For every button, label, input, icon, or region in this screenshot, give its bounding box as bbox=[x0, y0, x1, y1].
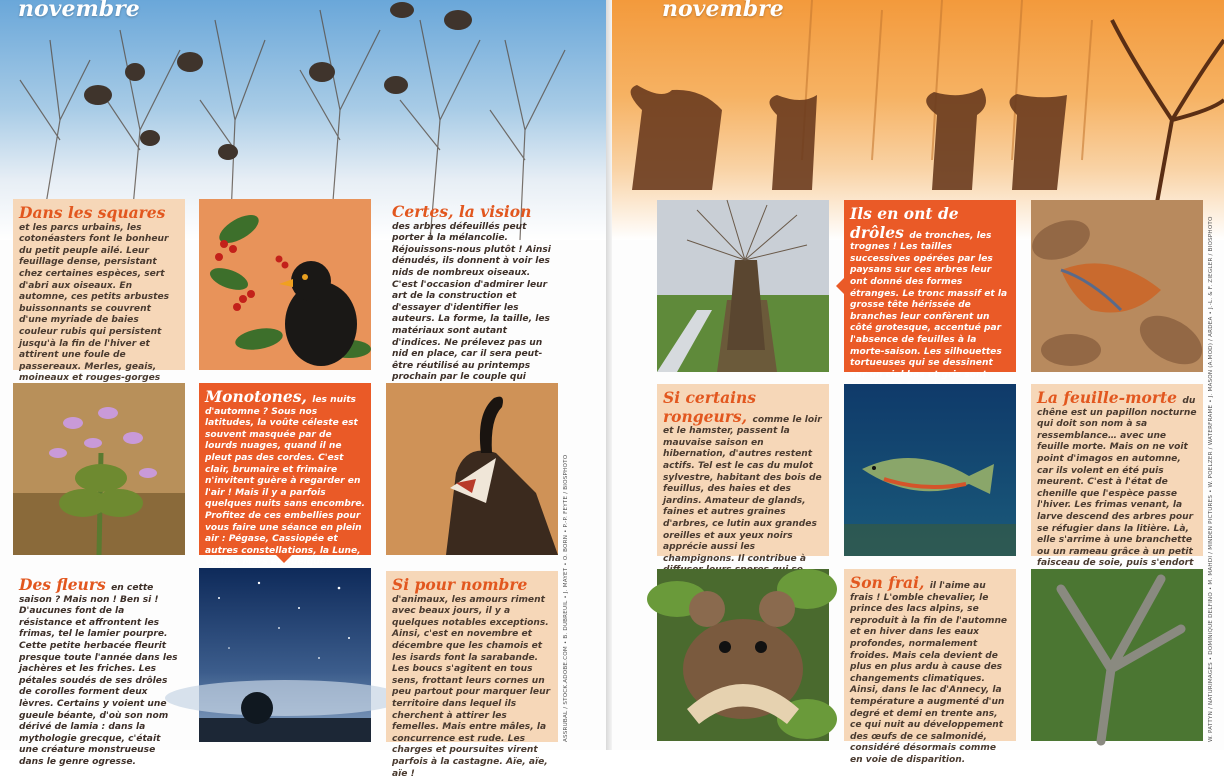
si-certains-heading: Si certains rongeurs, bbox=[663, 388, 757, 426]
des-fleurs-box bbox=[13, 573, 185, 767]
des-fleurs-heading: Des fleurs bbox=[19, 575, 112, 594]
month-title: novembre bbox=[18, 0, 140, 22]
pollard-willow-photo bbox=[657, 200, 829, 372]
monotones-text: les nuits d'automne ? Sous nos latitudes, la voûte céleste est souvent masquée par de lourds nuages, quand il ne pleut pas des cordes. C'est clair, brumaire et frimaire n'invitent guère à regarder en l'air ! Mais il y a parfois quelques nuits sans encombre. Profitez de ces embellies pour vous faire une séance en plein air : Pégase, Cassiopée et autres constellations, la Lune, Vénus, Mars et quelques bbox=[205, 395, 365, 568]
son-frai-heading: Son frai, bbox=[850, 573, 930, 592]
des-fleurs-text: en cette saison ? Mais non ! Ben si ! D'aucunes font de la résistance et affrontent les frimas, tel le lamier pourpre. Cette petite herbacée fleurit presque toute l'année dans les jachères et les friches. Les pétales soudés de ses drôles de corolles forment deux lèvres. Certains y voient une gueule béante, d'où son nom dérivé de lamia : dans la mythologie grecque, c'était une créature monstrueuse dans le genre ogresse. bbox=[19, 583, 178, 767]
certes-heading: Certes, la vision bbox=[392, 202, 532, 221]
chamois-photo bbox=[386, 383, 558, 555]
si-certains-text: comme le loir et le hamster, passent la mauvaise saison en hibernation, d'autres restent actifs. Tel est le cas du mulot sylvestre, habitant des bois de feuillus, des haies et des jardins. Amateur de glands, faines et autres graines d'arbres, ce lutin aux grandes oreilles et aux yeux noirs apprécie aussi les champignons. Il contribue à bbox=[663, 414, 822, 564]
fish-illustration bbox=[844, 384, 1016, 556]
right-photo-credits: W. PATTYN / NATURIMAGES • DOMINIQUE DELFINO • M. MAHDI / MINDEN PICTURES • W. POELZER / WATERFRAME • J. MASON (A.MOD) / ARDEA • J.-L. & F. ZIEGLER / BIOSPHOTO bbox=[1208, 216, 1214, 742]
night-sky-photo bbox=[199, 568, 371, 742]
mouse-illustration bbox=[657, 569, 829, 741]
monotones-box bbox=[199, 383, 371, 568]
si-pour-nombre-heading: Si pour nombre bbox=[392, 575, 528, 594]
moth-illustration bbox=[1031, 200, 1203, 372]
dans-les-squares-box bbox=[13, 199, 185, 384]
purple-deadnettle-photo bbox=[13, 383, 185, 555]
son-frai-box bbox=[844, 569, 1016, 765]
month-title: novembre bbox=[662, 0, 784, 22]
night-sky-illustration bbox=[199, 568, 371, 742]
branch-caterpillar-photo bbox=[1031, 569, 1203, 741]
blackbird-berries-photo bbox=[199, 199, 371, 370]
dans-les-squares-heading: Dans les squares bbox=[19, 203, 166, 222]
left-page bbox=[0, 0, 606, 779]
wood-mouse-photo bbox=[657, 569, 829, 741]
willow-illustration bbox=[657, 200, 829, 372]
ils-en-ont-text: de tronches, les trognes ! Les tailles successives opérées par les paysans sur ces arbres leur ont donné des formes étranges. Le tronc massif et la grosse tête hérissée de branches leur confèrent un côté grotesque, accentué par l'absence de feuilles à la morte-saison. Les silhouettes tortueuses qui se dessinent sur un ciel bas et gris sont bbox=[850, 230, 1008, 380]
lappet-moth-photo bbox=[1031, 200, 1203, 372]
dans-les-squares-text: et les parcs urbains, les cotonéasters font le bonheur du petit peuple ailé. Leur feuillage dense, persistant chez certaines espèces, sert d'abri aux oiseaux. En automne, ces petits arbustes buissonnants se couvrent d'une myriade de baies couleur rubis qui persistent jusqu'à la fin de l'hiver et attirent une foule de passereaux. Merles, geais, moineaux et rouges-gorges bbox=[19, 222, 170, 384]
flower-illustration bbox=[13, 383, 185, 555]
branch-illustration bbox=[1031, 569, 1203, 741]
si-pour-nombre-box bbox=[386, 571, 558, 779]
monotones-pointer bbox=[276, 555, 292, 563]
son-frai-text: il l'aime au frais ! L'omble chevalier, le prince des lacs alpins, se reproduit à la fin de l'automne et en hiver dans les eaux profondes, normalement froides. Mais cela devient de plus en plus ardu à cause des changements climatiques. Ainsi, dans le lac d'Annecy, la température a augmenté d'un degré et demi en trente ans, ce qui nuit au développement des œufs de ce salmonidé, considéré désormais comme en voie de disparition. bbox=[850, 581, 1008, 765]
feuille-morte-heading: La feuille-morte bbox=[1037, 388, 1183, 407]
ils-en-ont-box bbox=[844, 200, 1016, 380]
ils-en-ont-pointer bbox=[836, 278, 844, 294]
certes-la-vision-box bbox=[386, 199, 558, 383]
ils-en-ont-heading: Ils en ont de drôles bbox=[850, 204, 959, 242]
si-pour-nombre-text: d'animaux, les amours riment avec beaux jours, il y a quelques notables exceptions. Ainsi, c'est en novembre et décembre que les chamois et les isards font la sarabande. Les boucs s'agitent en tous sens, frottant leurs cornes un peu partout pour marquer leur territoire dans lequel ils cherchent à attirer les femelles. Mais entre mâles, la concurrence est rude. Les charges et poursuites virent parfois à la castagne. Aïe, aïe, aïe ! bbox=[392, 594, 551, 779]
la-feuille-morte-box bbox=[1031, 384, 1203, 569]
left-photo-credits: ASSRUBAL / STOCK.ADOBE.COM • B. DUBREUIL • J. MAYET • O. BORN • P.-P. FEYTE / BIOSPHOTO bbox=[563, 454, 569, 742]
chamois-illustration bbox=[386, 383, 558, 555]
monotones-heading: Monotones, bbox=[205, 387, 313, 406]
feuille-morte-text: du chêne est un papillon nocturne qui doit son nom à sa ressemblance… avec une feuille morte. Mais on ne voit point d'imagos en automne, car ils volent en été puis meurent. C'est à l'état de chenille que l'espèce passe l'hiver. Les frimas venant, la larve descend des arbres pour se réfugier dans la litière. Là, elle s'arrime à une branchette ou un rameau grâce à un petit faisceau de soie, puis s'endort bbox=[1037, 396, 1197, 569]
certes-text: des arbres défeuillés peut porter à la mélancolie. Réjouissons-nous plutôt ! Ainsi dénudés, ils donnent à voir les nids de nombreux oiseaux. C'est l'occasion d'admirer leur art de la construction et d'essayer d'identifier les auteurs. La forme, la taille, les matériaux sont autant d'indices. Ne prélevez pas un nid en place, car il sera peut-être réutilisé au printemps prochain par le couple qui bbox=[392, 221, 551, 383]
right-page bbox=[612, 0, 1224, 765]
si-certains-rongeurs-box bbox=[657, 384, 829, 564]
arctic-char-photo bbox=[844, 384, 1016, 556]
blackbird-illustration bbox=[199, 199, 371, 370]
